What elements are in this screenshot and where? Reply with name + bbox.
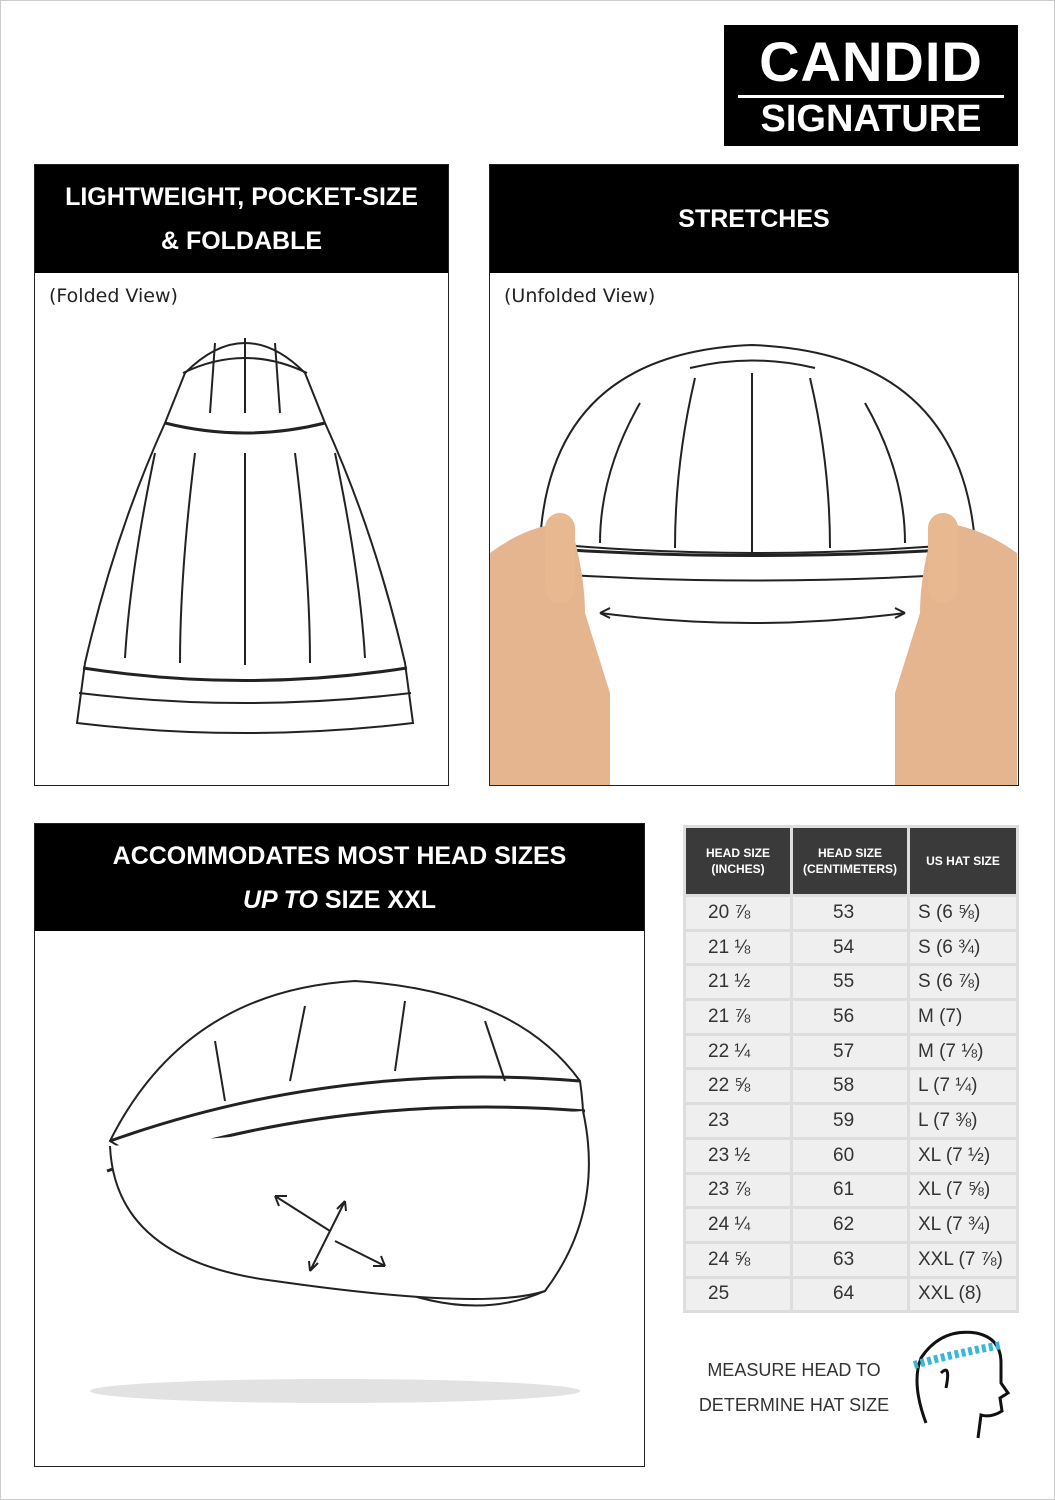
logo-line1: CANDID — [759, 30, 983, 93]
inches-cell: 21 ½ — [686, 966, 790, 998]
inches-cell: 23 ⅞ — [686, 1175, 790, 1207]
table-row — [686, 1244, 1016, 1276]
column-header: HEAD SIZE (INCHES) — [686, 828, 790, 894]
table-row — [686, 1070, 1016, 1102]
us-hat-size-cell: M (7) — [910, 1001, 1016, 1033]
centimeters-cell: 57 — [793, 1036, 907, 1068]
brand-logo — [724, 25, 1018, 146]
centimeters-cell: 55 — [793, 966, 907, 998]
table-row — [686, 1001, 1016, 1033]
table-row — [686, 1175, 1016, 1207]
us-hat-size-cell: XXL (8) — [910, 1279, 1016, 1311]
measure-instructions — [681, 1353, 907, 1423]
panel-title-emphasis: UP TO — [242, 885, 318, 914]
centimeters-cell: 64 — [793, 1279, 907, 1311]
panel-title: STRETCHES — [678, 205, 830, 233]
centimeters-cell: 58 — [793, 1070, 907, 1102]
table-row — [686, 897, 1016, 929]
column-header: US HAT SIZE — [910, 828, 1016, 894]
foldable-panel — [34, 164, 449, 786]
centimeters-cell: 56 — [793, 1001, 907, 1033]
panel-title: ACCOMMODATES MOST HEAD SIZES — [112, 841, 567, 870]
us-hat-size-cell: M (7 ⅛) — [910, 1036, 1016, 1068]
us-hat-size-cell: XL (7 ⅝) — [910, 1175, 1016, 1207]
inches-cell: 23 ½ — [686, 1140, 790, 1172]
centimeters-cell: 54 — [793, 932, 907, 964]
inches-cell: 21 ⅛ — [686, 932, 790, 964]
table-row — [686, 1105, 1016, 1137]
table-row — [686, 1140, 1016, 1172]
inches-cell: 22 ¼ — [686, 1036, 790, 1068]
folded-hat-illustration — [35, 273, 447, 783]
hat-sizes-illustration — [35, 931, 643, 1466]
centimeters-cell: 60 — [793, 1140, 907, 1172]
table-row — [686, 966, 1016, 998]
logo-line2: SIGNATURE — [760, 98, 982, 140]
stretches-panel — [489, 164, 1019, 786]
caption: (Unfolded View) — [504, 285, 656, 307]
panel-title: SIZE XXL — [317, 885, 437, 914]
table-row — [686, 1279, 1016, 1311]
us-hat-size-cell: S (6 ⅞) — [910, 966, 1016, 998]
table-row — [686, 1209, 1016, 1241]
inches-cell: 23 — [686, 1105, 790, 1137]
centimeters-cell: 53 — [793, 897, 907, 929]
inches-cell: 22 ⅝ — [686, 1070, 790, 1102]
us-hat-size-cell: XXL (7 ⅞) — [910, 1244, 1016, 1276]
panel-header — [35, 824, 644, 931]
centimeters-cell: 63 — [793, 1244, 907, 1276]
size-chart-table — [683, 825, 1019, 1313]
us-hat-size-cell: L (7 ⅜) — [910, 1105, 1016, 1137]
panel-title: & FOLDABLE — [160, 227, 323, 255]
inches-cell: 21 ⅞ — [686, 1001, 790, 1033]
caption: (Folded View) — [49, 285, 178, 307]
measure-line1: MEASURE HEAD TO — [707, 1360, 881, 1380]
panel-header — [490, 165, 1018, 273]
us-hat-size-cell: L (7 ¼) — [910, 1070, 1016, 1102]
head-sizes-panel — [34, 823, 645, 1467]
us-hat-size-cell: S (6 ⅝) — [910, 897, 1016, 929]
inches-cell: 20 ⅞ — [686, 897, 790, 929]
us-hat-size-cell: XL (7 ½) — [910, 1140, 1016, 1172]
measure-line2: DETERMINE HAT SIZE — [698, 1395, 890, 1415]
inches-cell: 25 — [686, 1279, 790, 1311]
head-measure-icon — [906, 1323, 1011, 1443]
panel-header — [35, 165, 448, 273]
centimeters-cell: 62 — [793, 1209, 907, 1241]
table-row — [686, 1036, 1016, 1068]
inches-cell: 24 ⅝ — [686, 1244, 790, 1276]
centimeters-cell: 61 — [793, 1175, 907, 1207]
us-hat-size-cell: S (6 ¾) — [910, 932, 1016, 964]
table-row — [686, 932, 1016, 964]
inches-cell: 24 ¼ — [686, 1209, 790, 1241]
us-hat-size-cell: XL (7 ¾) — [910, 1209, 1016, 1241]
centimeters-cell: 59 — [793, 1105, 907, 1137]
panel-title: LIGHTWEIGHT, POCKET-SIZE — [65, 183, 418, 211]
stretching-hat-illustration — [490, 273, 1017, 785]
column-header: HEAD SIZE (CENTIMETERS) — [793, 828, 907, 894]
